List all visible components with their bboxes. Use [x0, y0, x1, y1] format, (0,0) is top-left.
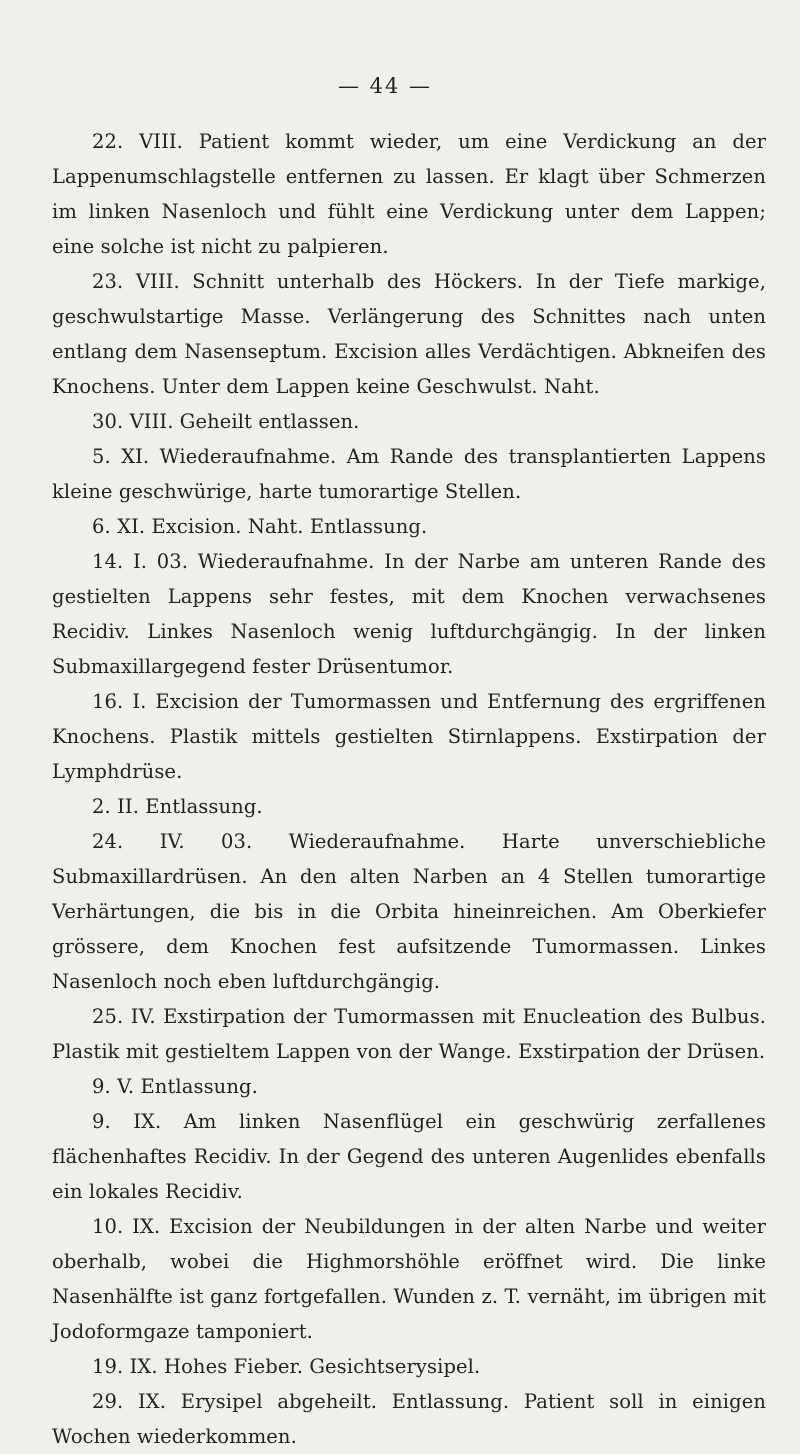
page-number: — 44 —	[337, 74, 433, 98]
paragraph: 9. V. Entlassung.	[92, 1075, 258, 1098]
paragraph: 24. IV. 03. Wiederaufnahme. Harte unverschiebliche Submaxillardrüsen. An den alten Narben an 4 Stellen tumorartige Verhärtungen, die bis in die Orbita hineinreichen. Am Oberkiefer grössere, dem Knochen fest aufsitzende Tumormassen. Linkes Nasenloch noch eben luftdurchgängig.	[52, 830, 766, 993]
paragraph: 22. VIII. Patient kommt wieder, um eine Verdickung an der Lappenumschlagstelle entfernen zu lassen. Er klagt über Schmerzen im linken Nasenloch und fühlt eine Verdickung unter dem Lappen; eine solche ist nicht zu palpieren.	[52, 130, 766, 258]
paragraph: 6. XI. Excision. Naht. Entlassung.	[92, 515, 428, 538]
paragraph: 2. II. Entlassung.	[92, 795, 263, 818]
paragraph: 14. I. 03. Wiederaufnahme. In der Narbe am unteren Rande des gestielten Lappens sehr festes, mit dem Knochen verwachsenes Recidiv. Linkes Nasenloch wenig luftdurchgängig. In der linken Submaxillargegend fester Drüsentumor.	[52, 550, 766, 678]
paragraph: 29. IX. Erysipel abgeheilt. Entlassung. Patient soll in einigen Wochen wiederkommen.	[52, 1390, 766, 1448]
paragraph: 23. VIII. Schnitt unterhalb des Höckers. In der Tiefe markige, geschwulstartige Masse. Verlängerung des Schnittes nach unten entlang dem Nasenseptum. Excision alles Verdächtigen. Abkneifen des Knochens. Unter dem Lappen keine Geschwulst. Naht.	[52, 270, 766, 398]
paragraph: 25. IV. Exstirpation der Tumormassen mit Enucleation des Bulbus. Plastik mit gestieltem Lappen von der Wange. Exstirpation der Drüsen.	[52, 1005, 766, 1063]
paragraph: 9. IX. Am linken Nasenflügel ein geschwürig zerfallenes flächenhaftes Recidiv. In der Gegend des unteren Augenlides ebenfalls ein lokales Recidiv.	[52, 1110, 766, 1203]
paragraph: 16. I. Excision der Tumormassen und Entfernung des ergriffenen Knochens. Plastik mittels gestielten Stirnlappens. Exstirpation der Lymphdrüse.	[52, 690, 766, 783]
body-text	[52, 124, 766, 1454]
paragraph: 19. IX. Hohes Fieber. Gesichtserysipel.	[92, 1355, 481, 1378]
paragraph: 10. IX. Excision der Neubildungen in der alten Narbe und weiter oberhalb, wobei die Highmorshöhle eröffnet wird. Die linke Nasenhälfte ist ganz fortgefallen. Wunden z. T. vernäht, im übrigen mit Jodoformgaze tamponiert.	[52, 1215, 766, 1343]
paragraph: 30. VIII. Geheilt entlassen.	[92, 410, 360, 433]
paragraph: 5. XI. Wiederaufnahme. Am Rande des transplantierten Lappens kleine geschwürige, harte tumorartige Stellen.	[52, 445, 766, 503]
